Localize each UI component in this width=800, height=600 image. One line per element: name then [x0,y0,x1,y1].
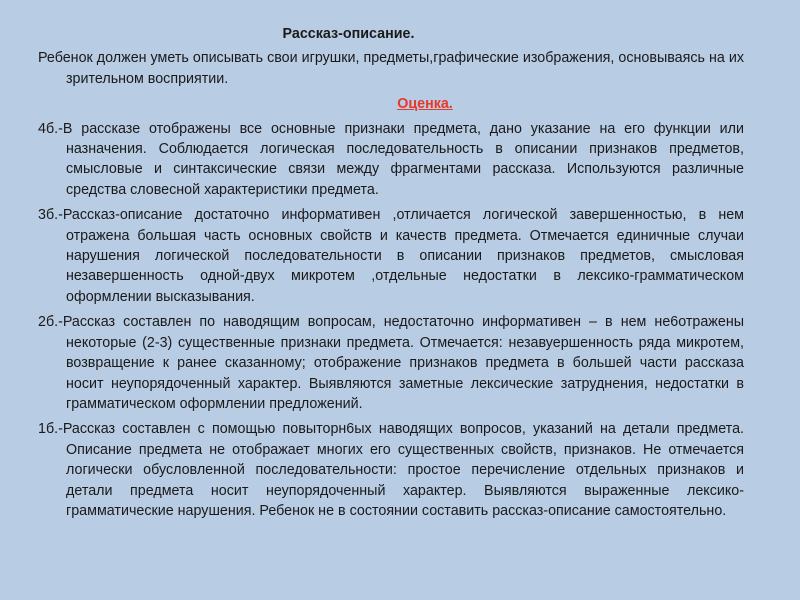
criterion-4-points: 4б.-В рассказе отображены все основные признаки предмета, дано указание на его функции или назначения. Соблюдается логическая последовательность в описании признаков предметов, смысловые и синтаксические связи между фрагментами рассказа. Используются различные средства словесной характеристики предмета. [38,120,744,198]
assessment-heading: Оценка. [397,96,453,113]
criterion-1-point: 1б.-Рассказ составлен с помощью повыторн6ых наводящих вопросов, указаний на детали предмета. Описание предмета не отображает многих его существенных свойств, признаков. Не отмечается логически обусловленной последовательности: простое перечисление отдельных признаков и детали предмета носит неупорядоченный характер. Выявляются выраженные лексико-грамматические нарушения. Ребенок не в состоянии составить рассказ-описание самостоятельно. [38,421,744,519]
criterion-3-points: 3б.-Рассказ-описание достаточно информативен ,отличается логической завершенностью, в нем отражена большая часть основных свойств и качеств предмета. Отмечается единичные случаи нарушения логической последовательности в описании признаков предметов, смысловая незавершенность одной-двух микротем ,отдельные недостатки в лексико-грамматическом оформлении высказывания. [38,207,744,305]
intro-paragraph: Ребенок должен уметь описывать свои игрушки, предметы,графические изображения, основываясь на их зрительном восприятии. [38,50,744,87]
criterion-2-points: 2б.-Рассказ составлен по наводящим вопросам, недостаточно информативен – в нем не6отражены некоторые (2-3) существенные признаки предмета. Отмечается: незавуершенность ряда микротем, возвращение к ранее сказанному; отображение признаков предмета в большей части рассказа носит неупорядоченный характер. Выявляются заметные лексические затруднения, недостатки в грамматическом оформлении предложений. [38,314,744,412]
slide-content [38,24,744,526]
slide-title: Рассказ-описание. [282,26,415,42]
